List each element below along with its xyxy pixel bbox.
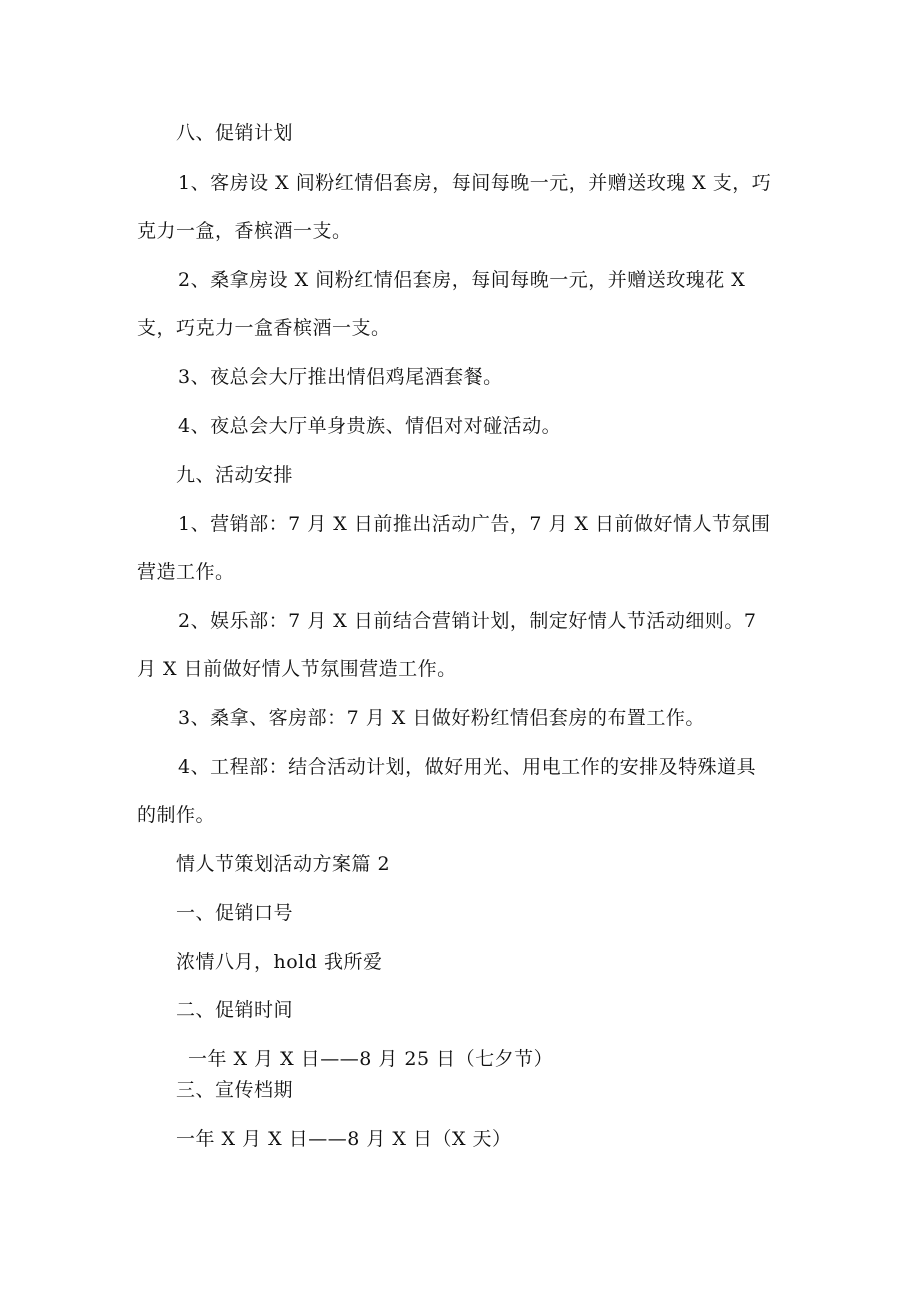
paragraph-line: 一年 X 月 X 日——8 月 25 日（七夕节）: [188, 1048, 554, 1070]
paragraph-line: 克力一盒，香槟酒一支。: [137, 220, 352, 242]
section-heading-activity-arrangement: 九、活动安排: [176, 464, 294, 486]
paragraph-line: 1、客房设 X 间粉红情侣套房，每间每晚一元，并赠送玫瑰 X 支，巧: [178, 172, 772, 194]
section-heading-promotion-time: 二、促销时间: [176, 999, 294, 1021]
paragraph-line: 3、夜总会大厅推出情侣鸡尾酒套餐。: [178, 366, 503, 388]
article-title: 情人节策划活动方案篇 2: [176, 853, 391, 875]
paragraph-line: 营造工作。: [137, 561, 235, 583]
paragraph-line: 浓情八月，hold 我所爱: [176, 951, 383, 973]
paragraph-line: 4、夜总会大厅单身贵族、情侣对对碰活动。: [178, 415, 562, 437]
paragraph-line: 4、工程部：结合活动计划，做好用光、用电工作的安排及特殊道具: [178, 756, 757, 778]
paragraph-line: 1、营销部：7 月 X 日前推出活动广告，7 月 X 日前做好情人节氛围: [178, 513, 771, 535]
paragraph-line: 的制作。: [137, 804, 216, 826]
paragraph-line: 月 X 日前做好情人节氛围营造工作。: [137, 658, 457, 680]
paragraph-line: 2、娱乐部：7 月 X 日前结合营销计划，制定好情人节活动细则。7: [178, 610, 757, 632]
paragraph-line: 一年 X 月 X 日——8 月 X 日（X 天）: [176, 1128, 512, 1150]
section-heading-publicity-period: 三、宣传档期: [176, 1079, 294, 1101]
paragraph-line: 支，巧克力一盒香槟酒一支。: [137, 317, 391, 339]
section-heading-promotion-plan: 八、促销计划: [176, 122, 294, 144]
paragraph-line: 2、桑拿房设 X 间粉红情侣套房，每间每晚一元，并赠送玫瑰花 X: [178, 269, 746, 291]
paragraph-line: 3、桑拿、客房部：7 月 X 日做好粉红情侣套房的布置工作。: [178, 707, 705, 729]
section-heading-slogan: 一、促销口号: [176, 902, 294, 924]
